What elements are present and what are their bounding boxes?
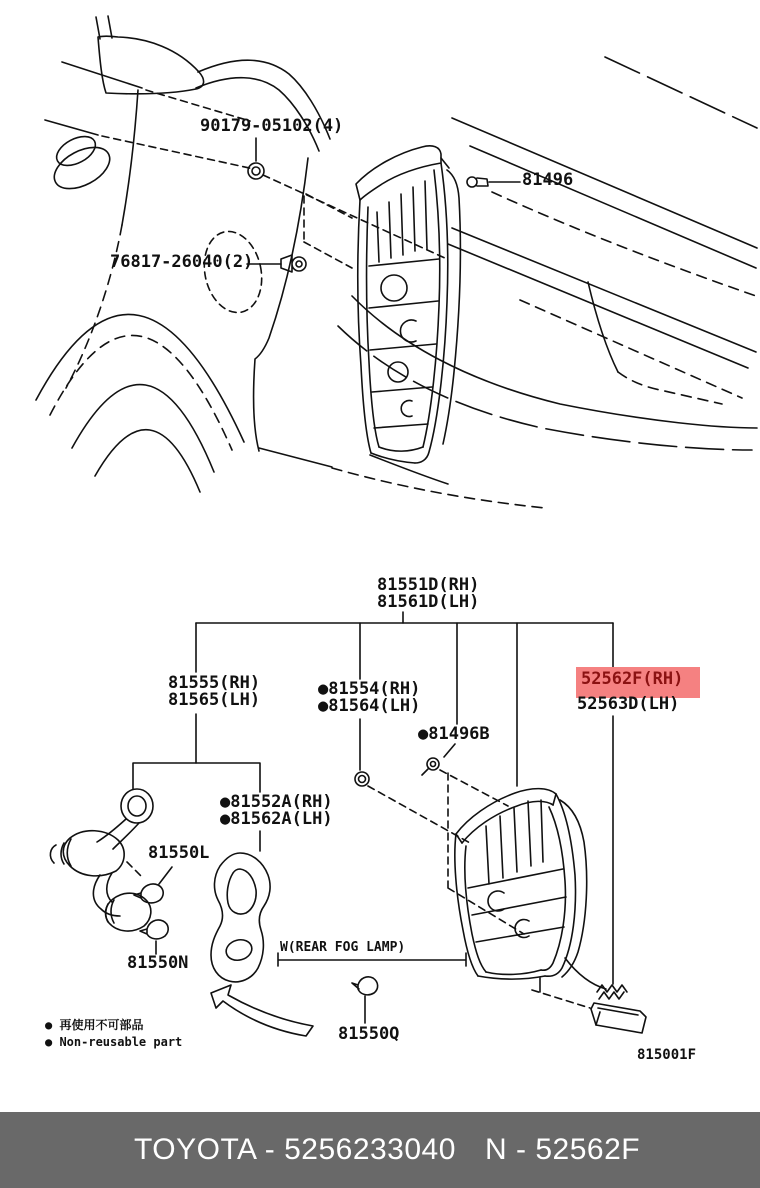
clip-icon xyxy=(467,177,488,187)
part-label-81496b[interactable]: ●81496B xyxy=(418,724,490,744)
part-label-81552a[interactable]: ●81552A(RH) xyxy=(220,792,333,812)
fastener-drawings-top xyxy=(247,138,520,272)
connector-drawing xyxy=(591,985,646,1033)
tail-lamp-installed-drawing xyxy=(304,146,460,463)
screw-icon xyxy=(281,255,306,272)
gasket-drawing xyxy=(211,853,270,982)
part-label-52562f[interactable]: 52562F(RH) xyxy=(581,669,684,689)
socket-ring xyxy=(121,789,153,823)
fog-lamp-note: W(REAR FOG LAMP) xyxy=(280,940,406,955)
part-label-81550n[interactable]: 81550N xyxy=(127,953,189,973)
part-label-81561d[interactable]: 81561D(LH) xyxy=(377,592,480,612)
part-label-81565[interactable]: 81565(LH) xyxy=(168,690,261,710)
screw-icon-2 xyxy=(422,758,439,775)
part-label-81550q[interactable]: 81550Q xyxy=(338,1024,400,1044)
grommet-icon-2 xyxy=(355,772,369,786)
part-label-52563d[interactable]: 52563D(LH) xyxy=(577,694,680,714)
legend-non-reusable-en: ● Non-reusable part xyxy=(45,1035,183,1049)
grommet-icon xyxy=(248,163,264,179)
tail-lamp-exploded-drawing xyxy=(455,789,606,992)
figure-code: 815001F xyxy=(637,1047,697,1063)
footer-part-number: TOYOTA - 5256233040 xyxy=(134,1133,456,1166)
bulb-81550n-icon xyxy=(140,920,168,939)
part-label-81562a[interactable]: ●81562A(LH) xyxy=(220,809,333,829)
footer-reference-number: N - 52562F xyxy=(485,1133,641,1166)
fuel-door-outline xyxy=(197,226,269,318)
part-label-81564[interactable]: ●81564(LH) xyxy=(318,696,421,716)
curved-arrow xyxy=(211,985,313,1036)
part-label-81496[interactable]: 81496 xyxy=(522,170,574,190)
part-label-81551d[interactable]: 81551D(RH) xyxy=(377,575,480,595)
part-label-81555[interactable]: 81555(RH) xyxy=(168,673,261,693)
part-label-90179[interactable]: 90179-05102(4) xyxy=(200,116,344,136)
wire-harness-drawing xyxy=(50,789,172,954)
fog-lamp-bulb-drawing xyxy=(278,953,466,1023)
bulb-81550l-icon xyxy=(134,884,163,903)
footer-bar xyxy=(0,1112,760,1188)
part-label-76817[interactable]: 76817-26040(2) xyxy=(110,252,254,272)
part-label-81550l[interactable]: 81550L xyxy=(148,843,210,863)
legend-non-reusable-jp: ● 再使用不可部品 xyxy=(45,1018,144,1032)
bulb-81550q-icon xyxy=(352,977,378,995)
part-label-81554[interactable]: ●81554(RH) xyxy=(318,679,421,699)
